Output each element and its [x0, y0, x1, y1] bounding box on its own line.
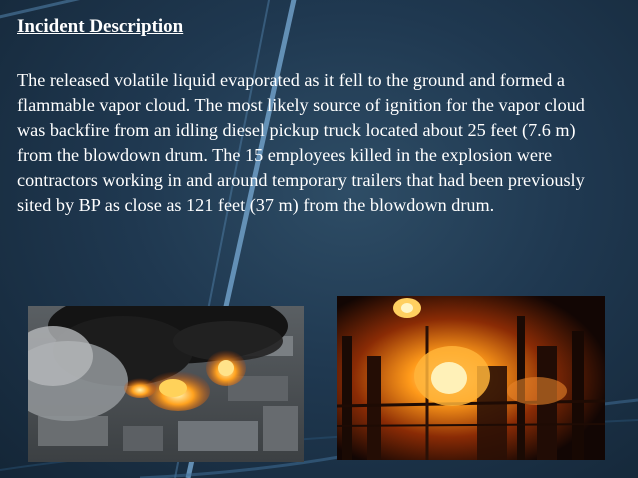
- slide-heading: Incident Description: [17, 16, 184, 37]
- aerial-refinery-fire-photo: [28, 306, 304, 462]
- slide-body-text: The released volatile liquid evaporated as it fell to the ground and formed a flammable vapor cloud. The most likely source of ignition for the vapor cloud was backfire from an idling diesel pickup truck located about 25 feet (7.6 m) from the blowdown drum. The 15 employees killed in the explosion were contractors working in and around temporary trailers that had been previously sited by BP as close as 121 feet (37 m) from the blowdown drum.: [17, 70, 585, 215]
- night-refinery-fire-photo: [337, 296, 605, 460]
